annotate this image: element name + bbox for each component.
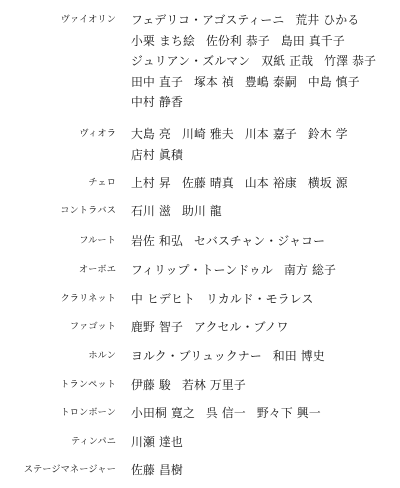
member-line — [131, 262, 393, 283]
member-name: 呉 信一 — [205, 406, 246, 420]
section-label: フルート — [79, 235, 116, 246]
member-name: ヨルク・ブリュックナー — [131, 349, 262, 363]
member-name: 南方 総子 — [284, 263, 336, 277]
member-name: 中 ヒデヒト — [131, 292, 195, 306]
member-line — [131, 462, 393, 483]
section-label: ホルン — [88, 350, 116, 361]
member-name: 島田 真千子 — [280, 33, 345, 48]
member-line — [131, 33, 393, 54]
member-list — [131, 319, 393, 340]
member-name: 小田桐 寛之 — [131, 406, 195, 420]
section-label: トロンボーン — [60, 407, 116, 418]
member-line — [131, 434, 393, 455]
member-list — [131, 203, 393, 224]
member-name: 中村 静香 — [131, 95, 183, 109]
member-name: フェデリコ・アゴスティーニ — [131, 13, 285, 27]
member-name: 野々下 興一 — [256, 406, 321, 420]
member-list — [131, 233, 393, 254]
member-name: 塚本 禎 — [193, 74, 234, 89]
member-list — [131, 291, 393, 312]
member-name: 若林 万里子 — [181, 378, 246, 392]
section-label: ティンパニ — [70, 436, 116, 447]
member-name: 佐份利 恭子 — [205, 33, 270, 48]
member-name: 大島 亮 — [131, 127, 171, 141]
section-label: ステージマネージャー — [23, 464, 116, 475]
member-name: フィリップ・トーンドゥル — [131, 263, 274, 277]
member-line — [131, 175, 393, 196]
member-line — [131, 147, 393, 168]
member-name: 川瀬 達也 — [131, 435, 183, 449]
member-line — [131, 94, 393, 115]
member-name: 佐藤 晴真 — [181, 176, 234, 190]
member-name: 竹澤 恭子 — [324, 54, 377, 68]
member-list — [131, 262, 393, 283]
member-name: リカルド・モラレス — [205, 292, 314, 306]
member-name: 鈴木 学 — [307, 127, 348, 141]
member-line — [131, 291, 393, 312]
member-name: 伊藤 駿 — [131, 378, 171, 392]
member-name: ジュリアン・ズルマン — [131, 54, 251, 68]
member-line — [131, 53, 393, 74]
member-name: 川崎 雅夫 — [181, 127, 234, 141]
member-name: アクセル・ブノワ — [193, 320, 289, 334]
member-name: 和田 博史 — [272, 349, 325, 363]
member-name: 岩佐 和弘 — [131, 234, 183, 248]
member-name: 石川 滋 — [131, 204, 171, 218]
member-list — [131, 377, 393, 398]
section-label: ヴァイオリン — [60, 14, 116, 25]
section-label: コントラバス — [60, 205, 116, 216]
section-label: ファゴット — [69, 321, 116, 332]
member-list — [131, 405, 393, 426]
member-line — [131, 12, 393, 33]
member-name: 店村 眞積 — [131, 147, 183, 162]
member-list — [131, 175, 393, 196]
member-line — [131, 126, 393, 147]
member-name: 佐藤 昌樹 — [131, 463, 183, 477]
member-name: セバスチャン・ジャコー — [193, 234, 326, 248]
member-name: 双紙 正哉 — [261, 54, 314, 68]
member-line — [131, 377, 393, 398]
member-list — [131, 434, 393, 455]
member-name: 山本 裕康 — [244, 176, 297, 190]
section-label: チェロ — [88, 177, 116, 188]
member-line — [131, 319, 393, 340]
member-name: 豊嶋 泰嗣 — [244, 74, 297, 89]
section-label: クラリネット — [60, 293, 116, 304]
member-name: 助川 龍 — [181, 204, 222, 218]
member-name: 横坂 源 — [307, 176, 348, 190]
section-label: ヴィオラ — [79, 128, 116, 139]
member-list — [131, 12, 393, 115]
member-name: 上村 昇 — [131, 176, 171, 190]
member-line — [131, 348, 393, 369]
member-name: 荒井 ひかる — [295, 13, 360, 27]
member-name: 中島 慎子 — [307, 74, 360, 89]
member-name: 田中 直子 — [131, 74, 183, 89]
member-list — [131, 126, 393, 167]
member-line — [131, 74, 393, 95]
member-list — [131, 348, 393, 369]
member-line — [131, 405, 393, 426]
section-label: オーボエ — [78, 264, 116, 275]
member-name: 小栗 まち絵 — [131, 33, 195, 48]
member-line — [131, 233, 393, 254]
member-name: 鹿野 智子 — [131, 320, 183, 334]
member-name: 川本 嘉子 — [244, 127, 297, 141]
member-list — [131, 462, 393, 483]
section-label: トランペット — [60, 379, 116, 390]
member-line — [131, 203, 393, 224]
